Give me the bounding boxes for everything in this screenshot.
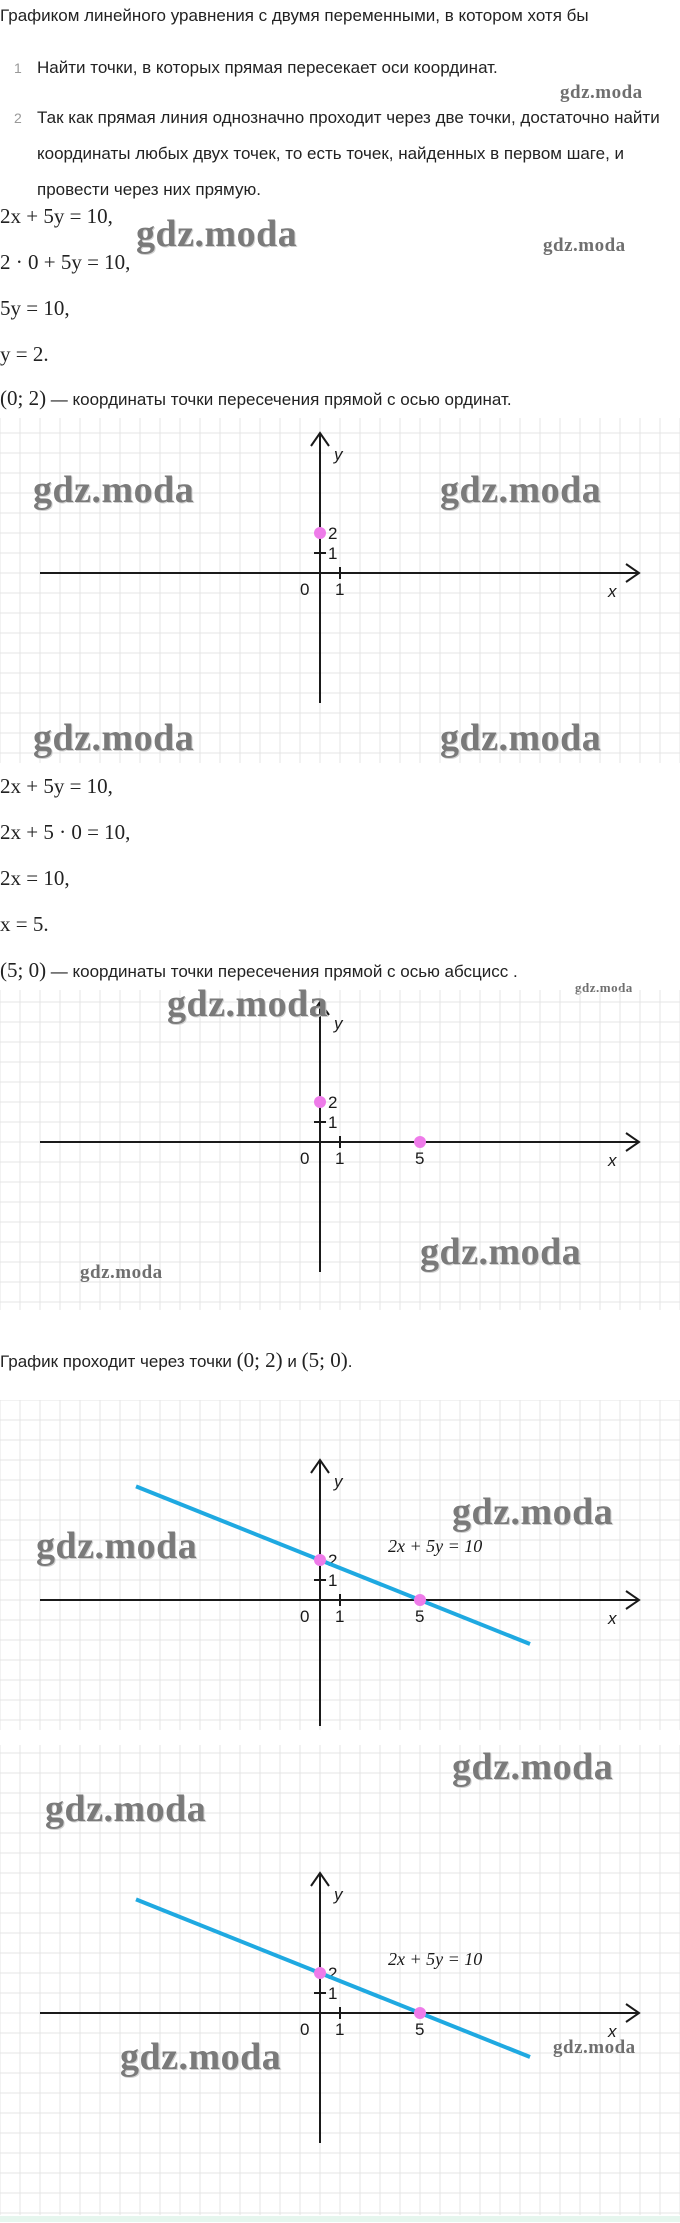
x-tick-label: 1	[335, 2020, 345, 2039]
watermark: gdz.moda	[553, 2037, 636, 2058]
y-axis-label: y	[334, 445, 343, 464]
watermark: gdz.moda	[560, 82, 643, 103]
point-description: — координаты точки пересечения прямой с осью абсцисс .	[46, 962, 518, 981]
y-point-label: 2	[328, 1551, 338, 1570]
intersection-point	[414, 1594, 426, 1606]
x-point-label: 5	[415, 1149, 425, 1168]
watermark: gdz.moda	[440, 717, 602, 759]
through-text-prefix: График проходит через точки	[0, 1352, 237, 1371]
x-axis-label: x	[608, 1609, 617, 1628]
point-coords: (0; 2)	[0, 386, 47, 410]
y-tick-label: 1	[328, 1571, 338, 1590]
intersection-y-text	[0, 386, 512, 412]
step-number: 2	[14, 110, 22, 126]
origin-label: 0	[300, 2020, 310, 2039]
step-text: Так как прямая линия однозначно проходит через две точки, достаточно найти координаты любых двух точек, то есть точек, найденных в первом шаге, и провести через них прямую.	[37, 108, 660, 199]
x-axis-label: x	[608, 582, 617, 601]
intersection-point	[414, 1136, 426, 1148]
y-point-label: 2	[328, 1093, 338, 1112]
origin-label: 0	[300, 1149, 310, 1168]
watermark: gdz.moda	[575, 980, 633, 995]
graph-1	[0, 418, 680, 763]
point-description: — координаты точки пересечения прямой с осью ординат.	[46, 390, 512, 409]
equation-line: 2 · 0 + 5y = 10,	[0, 250, 131, 274]
point-coords: (5; 0)	[301, 1348, 348, 1372]
watermark: gdz.moda	[45, 1788, 207, 1830]
equation-line: 2x + 5y = 10,	[0, 204, 113, 228]
y-axis-label: y	[334, 1472, 343, 1491]
y-tick-label: 1	[328, 544, 338, 563]
x-tick-label: 1	[335, 580, 345, 599]
step-number: 1	[14, 60, 22, 76]
through-points-text	[0, 1348, 352, 1374]
y-point-label: 2	[328, 1964, 338, 1983]
watermark: gdz.moda	[36, 1525, 198, 1567]
step-text: Найти точки, в которых прямая пересекает оси координат.	[37, 58, 498, 77]
through-text-and: и	[282, 1352, 302, 1371]
intersection-point	[414, 2007, 426, 2019]
equation-line: 5y = 10,	[0, 296, 70, 320]
step-item-2	[0, 100, 680, 208]
y-axis-label: y	[334, 1014, 343, 1033]
watermark: gdz.moda	[33, 469, 195, 511]
graph-3	[0, 1400, 680, 1730]
x-axis-label: x	[608, 1151, 617, 1170]
y-tick-label: 1	[328, 1113, 338, 1132]
equation-line: 2x + 5y = 10,	[0, 774, 113, 798]
watermark: gdz.moda	[420, 1231, 582, 1273]
watermark: gdz.moda	[33, 717, 195, 759]
watermark: gdz.moda	[543, 235, 626, 256]
equation-line: y = 2.	[0, 342, 49, 366]
x-point-label: 5	[415, 1607, 425, 1626]
equation-line: 2x + 5 · 0 = 10,	[0, 820, 131, 844]
equation-label: 2x + 5y = 10	[388, 1949, 483, 1969]
origin-label: 0	[300, 580, 310, 599]
equation-line: 2x = 10,	[0, 866, 70, 890]
y-axis-label: y	[334, 1885, 343, 1904]
graph-4	[0, 1745, 680, 2215]
watermark: gdz.moda	[452, 1746, 614, 1788]
watermark: gdz.moda	[167, 983, 329, 1025]
x-tick-label: 1	[335, 1607, 345, 1626]
intro-text: Графиком линейного уравнения с двумя переменными, в котором хотя бы	[0, 6, 589, 25]
through-text-suffix: .	[347, 1352, 353, 1371]
x-axis-label: x	[608, 2022, 617, 2041]
watermark: gdz.moda	[120, 2036, 282, 2078]
x-point-label: 5	[415, 2020, 425, 2039]
point-coords: (5; 0)	[0, 958, 47, 982]
bottom-strip	[0, 2216, 680, 2222]
origin-label: 0	[300, 1607, 310, 1626]
graph-2	[0, 983, 680, 1310]
intersection-x-text	[0, 958, 518, 984]
equation-line: x = 5.	[0, 912, 49, 936]
y-point-label: 2	[328, 524, 338, 543]
x-tick-label: 1	[335, 1149, 345, 1168]
intersection-point	[314, 1967, 326, 1979]
intersection-point	[314, 1096, 326, 1108]
intersection-point	[314, 1554, 326, 1566]
y-tick-label: 1	[328, 1984, 338, 2003]
watermark: gdz.moda	[452, 1491, 614, 1533]
watermark: gdz.moda	[136, 213, 298, 255]
watermark: gdz.moda	[440, 469, 602, 511]
watermark: gdz.moda	[80, 1262, 163, 1283]
point-coords: (0; 2)	[236, 1348, 283, 1372]
intersection-point	[314, 527, 326, 539]
equation-label: 2x + 5y = 10	[388, 1536, 483, 1556]
